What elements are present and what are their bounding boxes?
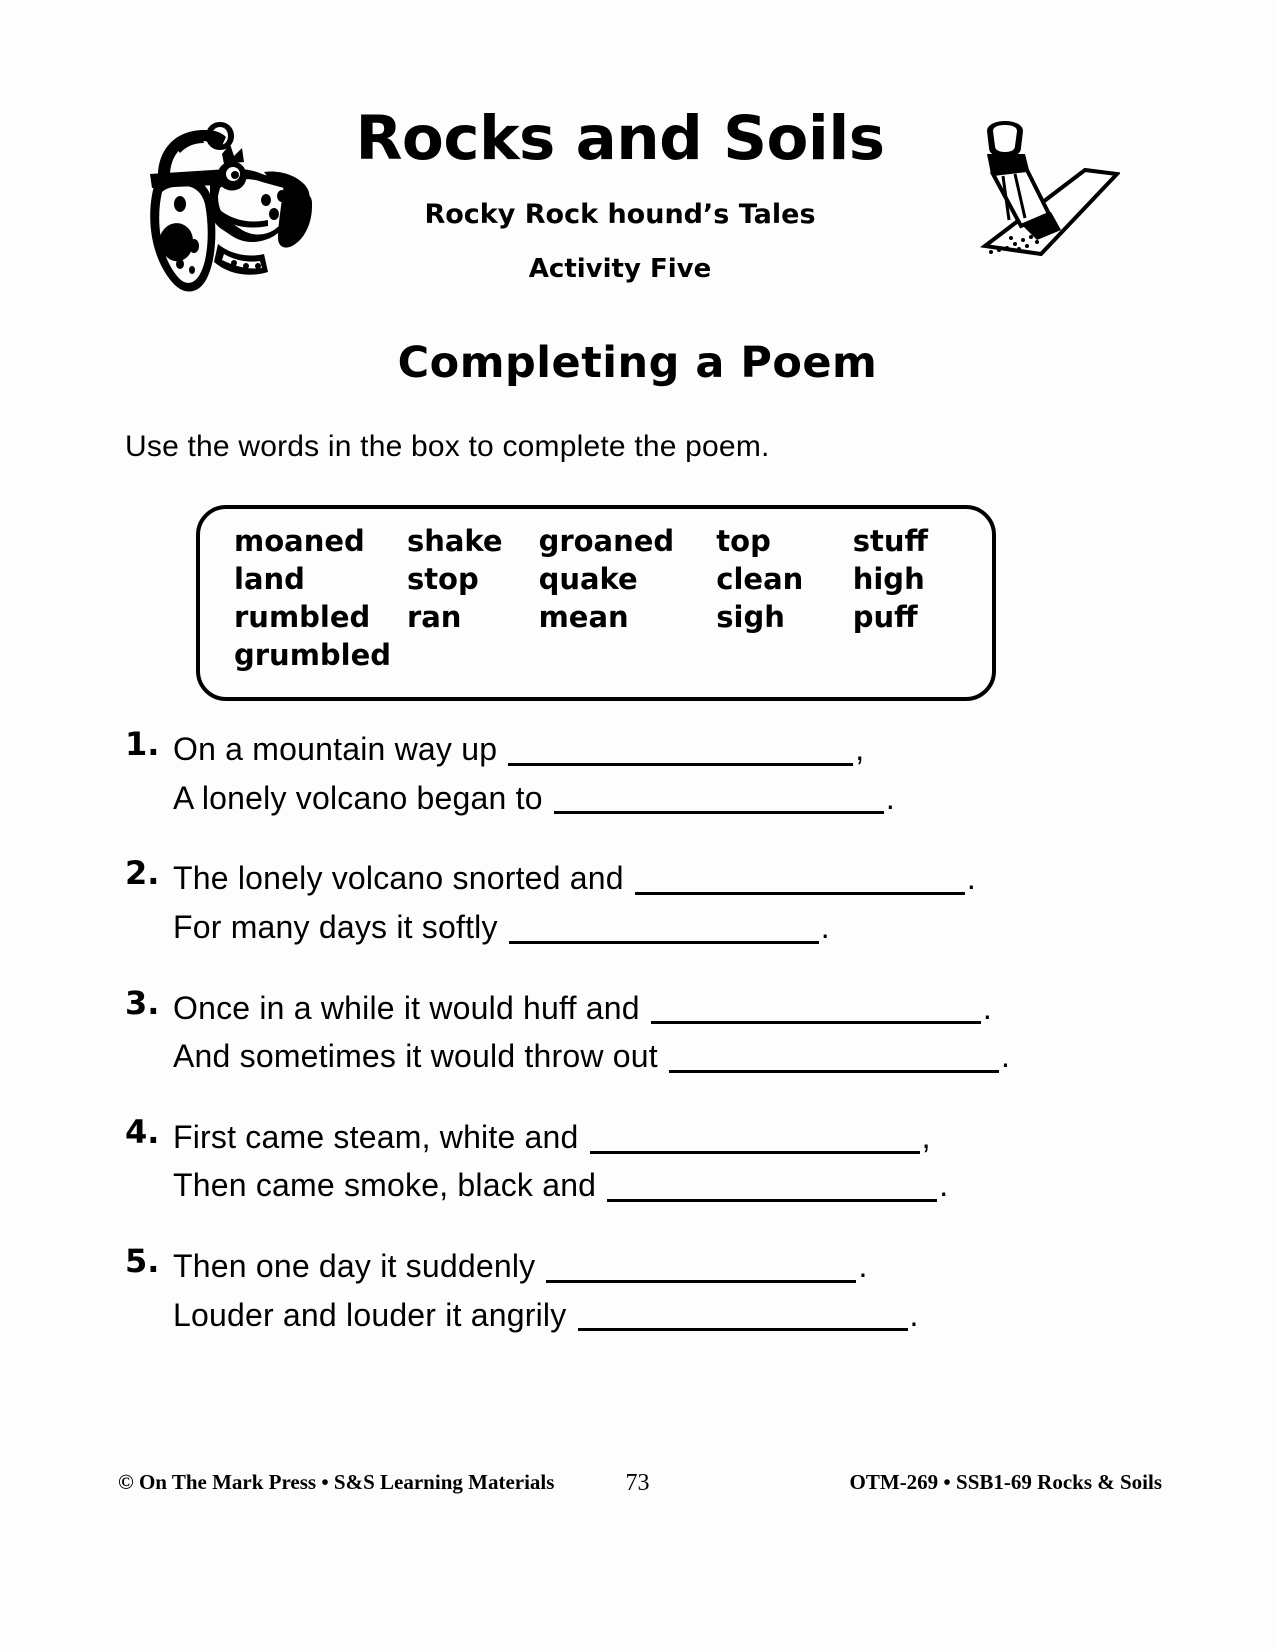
word-bank-item: groaned [538, 524, 675, 558]
answer-blank[interactable] [509, 907, 819, 944]
word-bank-row [234, 562, 968, 603]
line-punctuation: . [820, 908, 830, 945]
rock-hound-dog-icon [132, 104, 317, 299]
word-bank-item: quake [538, 562, 638, 596]
poem-stanza [125, 854, 1145, 951]
answer-blank[interactable] [508, 729, 853, 766]
answer-blank[interactable] [635, 858, 965, 895]
stanza-number: 2. [125, 854, 160, 893]
poem-line [173, 1032, 1145, 1081]
word-bank-item: grumbled [234, 638, 392, 672]
page-header [0, 0, 1275, 330]
activity-label: Activity Five [528, 254, 712, 284]
footer-product-code: OTM-269 • SSB1-69 Rocks & Soils [849, 1470, 1162, 1494]
word-bank-item: clean [716, 562, 804, 596]
poem-stanza [125, 1242, 1145, 1339]
poem-line-text: Then came smoke, black and [173, 1167, 606, 1204]
poem-line [173, 1242, 1145, 1291]
poem-line [173, 984, 1145, 1033]
answer-blank[interactable] [651, 988, 981, 1025]
word-bank-item: land [234, 562, 305, 596]
chisel-and-rock-icon [925, 118, 1120, 263]
line-punctuation: . [1000, 1038, 1011, 1075]
poem-stanza [125, 725, 1145, 822]
word-bank-item: top [716, 524, 771, 558]
word-bank-item: puff [852, 600, 918, 634]
stanza-number: 3. [125, 983, 160, 1022]
answer-blank[interactable] [607, 1166, 937, 1203]
word-bank-row [234, 638, 968, 679]
title-block [320, 103, 920, 284]
poem-line-text: For many days it softly [173, 908, 507, 945]
word-bank-item: stuff [852, 524, 928, 558]
stanza-number: 5. [125, 1242, 160, 1280]
poem-line-text: Louder and louder it angrily [173, 1296, 576, 1333]
poem-line [173, 854, 1145, 903]
stanza-number: 1. [125, 725, 160, 763]
poem-stanza [125, 1113, 1145, 1210]
answer-blank[interactable] [590, 1117, 920, 1154]
page-title: Rocks and Soils [355, 103, 885, 174]
footer-copyright: © On The Mark Press • S&S Learning Materials [118, 1470, 555, 1494]
line-punctuation: . [966, 860, 976, 897]
answer-blank[interactable] [578, 1295, 908, 1332]
stanza-number: 4. [125, 1112, 160, 1151]
poem-line [173, 725, 1145, 774]
word-bank-box [196, 505, 996, 701]
line-punctuation: , [855, 731, 865, 767]
poem-line-text: Once in a while it would huff and [173, 989, 649, 1026]
word-bank-item: stop [406, 562, 479, 596]
line-punctuation: . [885, 779, 895, 816]
series-subtitle: Rocky Rock hound’s Tales [424, 199, 816, 230]
worksheet-title: Completing a Poem [397, 338, 878, 388]
word-bank-row [234, 524, 968, 565]
poem-line [173, 903, 1145, 952]
word-bank-item: sigh [716, 600, 785, 634]
poem-body [125, 725, 1145, 1371]
poem-stanza [125, 984, 1145, 1081]
poem-line [173, 1291, 1145, 1340]
word-bank-item: moaned [234, 524, 365, 558]
line-punctuation: . [939, 1167, 949, 1204]
page-number: 73 [625, 1470, 650, 1496]
line-punctuation: . [858, 1248, 868, 1284]
poem-line [173, 1113, 1145, 1162]
word-bank-item: rumbled [234, 600, 371, 634]
word-bank-item: ran [406, 600, 462, 634]
answer-blank[interactable] [546, 1246, 856, 1283]
poem-line-text: A lonely volcano began to [173, 779, 552, 816]
line-punctuation: . [909, 1296, 919, 1333]
poem-line-text: First came steam, white and [173, 1118, 588, 1155]
word-bank-row [234, 600, 968, 641]
poem-line-text: On a mountain way up [173, 731, 507, 767]
poem-line-text: The lonely volcano snorted and [173, 860, 633, 897]
line-punctuation: , [921, 1118, 931, 1155]
word-bank-item: shake [406, 524, 503, 558]
word-bank-item: high [852, 562, 925, 596]
page-footer [0, 1470, 1275, 1510]
line-punctuation: . [982, 989, 992, 1026]
answer-blank[interactable] [669, 1036, 999, 1073]
poem-line [173, 1161, 1145, 1210]
word-bank-item: mean [538, 600, 629, 634]
answer-blank[interactable] [554, 778, 884, 815]
poem-line [173, 774, 1145, 823]
instruction-text: Use the words in the box to complete the poem. [125, 430, 770, 463]
poem-line-text: And sometimes it would throw out [173, 1038, 667, 1075]
poem-line-text: Then one day it suddenly [173, 1248, 545, 1284]
